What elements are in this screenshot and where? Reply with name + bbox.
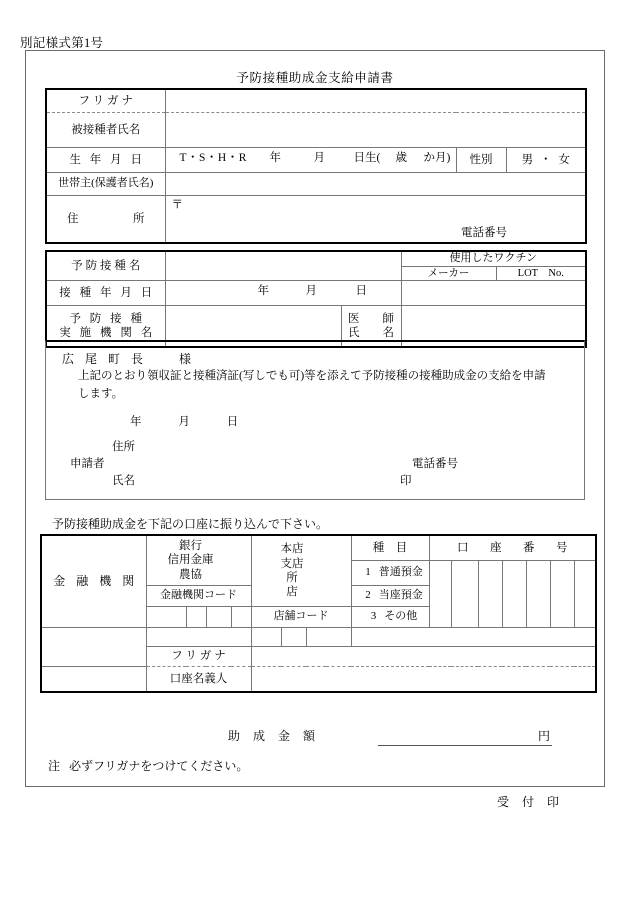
- postal-mark-icon: 〒: [171, 199, 183, 211]
- furigana-label: フリガナ: [46, 89, 165, 113]
- statement-month-label: 月: [178, 416, 190, 428]
- bank-code-digit-4[interactable]: [231, 607, 251, 628]
- dob-era-options[interactable]: T・S・H・R: [179, 152, 247, 164]
- applicant-seal-label: 印: [400, 475, 412, 487]
- branch-code-label: 店舗コード: [251, 607, 351, 628]
- bank-type-2: 信用金庫: [167, 554, 214, 567]
- note-text: 必ずフリガナをつけてください。: [69, 759, 249, 773]
- deposit-option-2[interactable]: [351, 586, 429, 607]
- furigana-input[interactable]: [165, 89, 586, 113]
- statement-day-label: 日: [226, 416, 239, 428]
- table-row-name: [46, 113, 586, 148]
- account-holder-label: 口座名義人: [146, 667, 251, 693]
- branch-code-digit-2[interactable]: [281, 628, 306, 647]
- name-label: 被接種者氏名: [46, 113, 165, 148]
- table-row-vaccine-name-header: [46, 251, 586, 266]
- institution-label-line2: 実 施 機 関 名: [59, 326, 156, 339]
- name-input[interactable]: [165, 113, 586, 148]
- bank-code-digit-2[interactable]: [186, 607, 206, 628]
- applicant-tel-label: 電話番号: [412, 458, 458, 470]
- branch-type-2: 支店: [280, 557, 304, 570]
- gender-label: 性別: [456, 148, 506, 173]
- deposit-2-number: 2: [365, 589, 371, 602]
- vaccine-name-input[interactable]: [165, 251, 401, 280]
- note-line: [48, 757, 248, 774]
- vaccination-date-input[interactable]: [165, 280, 401, 305]
- doctor-label-line2: 氏 名: [348, 326, 394, 339]
- account-digit-5[interactable]: [526, 561, 550, 628]
- account-holder-input[interactable]: [251, 667, 596, 693]
- account-digit-7[interactable]: [574, 561, 596, 628]
- deposit-1-label: 普通預金: [378, 566, 423, 579]
- branch-type-4: 店: [286, 586, 298, 599]
- deposit-kind-header: 種 目: [351, 535, 429, 561]
- applicant-table: [45, 88, 587, 244]
- form-code-label: 別記様式第1号: [20, 36, 104, 50]
- table-row-account-holder: [41, 667, 596, 693]
- amount-input[interactable]: [378, 745, 552, 746]
- bank-code-digit-3[interactable]: [206, 607, 231, 628]
- deposit-3-label: その他: [384, 610, 418, 623]
- vaccination-day-label: 日: [355, 284, 367, 297]
- institution-label-line1: 予 防 接 種: [69, 312, 146, 325]
- table-row-dob: [46, 148, 586, 173]
- account-digit-2[interactable]: [451, 561, 478, 628]
- bank-code-label: 金融機関コード: [146, 586, 251, 607]
- branch-type-options[interactable]: [251, 535, 351, 607]
- branch-type-1: 本店: [280, 543, 304, 556]
- deposit-3-number: 3: [370, 610, 377, 623]
- vaccination-date-label: 接 種 年 月 日: [46, 280, 165, 305]
- table-row-bank-header: [41, 535, 596, 561]
- dob-day-label: 日生(: [353, 152, 381, 164]
- bank-type-options[interactable]: [146, 535, 251, 586]
- household-label: 世帯主(保護者氏名): [46, 173, 165, 196]
- bank-furigana-input[interactable]: [251, 647, 596, 667]
- telephone-label: 電話番号: [461, 226, 507, 239]
- account-digit-3[interactable]: [478, 561, 502, 628]
- account-digit-4[interactable]: [502, 561, 526, 628]
- dob-label: 生 年 月 日: [46, 148, 165, 173]
- page-title: 予防接種助成金支給申請書: [236, 71, 394, 85]
- vaccination-year-label: 年: [257, 284, 269, 297]
- bank-type-3: 農協: [179, 568, 202, 581]
- table-row-vaccination-date: [46, 280, 586, 305]
- amount-label: 助 成 金 額: [228, 729, 321, 743]
- lot-label: LOT No.: [496, 266, 586, 280]
- table-row-address: [46, 196, 586, 244]
- amount-yen-unit: 円: [538, 729, 551, 743]
- address-label: 住 所: [46, 196, 165, 244]
- household-input[interactable]: [165, 173, 586, 196]
- table-row-branch-code-digits: [41, 628, 596, 647]
- receipt-seal-label: 受 付 印: [497, 795, 565, 809]
- financial-institution-label: 金 融 機 関: [41, 535, 146, 628]
- deposit-2-label: 当座預金: [378, 589, 423, 602]
- deposit-option-3[interactable]: [351, 607, 429, 628]
- applicant-name-label: 氏名: [112, 475, 135, 487]
- account-digit-1[interactable]: [429, 561, 451, 628]
- statement-body: 上記のとおり領収証と接種済証(写しでも可)等を添えて予防接種の接種助成金の支給を申請します。: [78, 370, 546, 400]
- statement-year-label: 年: [130, 416, 142, 428]
- dob-year-label: 年: [269, 152, 281, 164]
- dob-month-label: 月: [313, 152, 325, 164]
- deposit-1-number: 1: [365, 566, 371, 579]
- applicant-block-label: 申請者: [70, 458, 105, 470]
- maker-label: メーカー: [401, 266, 496, 280]
- note-mark: 注: [48, 759, 61, 773]
- vaccine-table: [45, 250, 587, 348]
- table-row-furigana: [46, 89, 586, 113]
- table-row-household: [46, 173, 586, 196]
- bank-type-1: 銀行: [179, 539, 202, 552]
- doctor-label-line1: 医 師: [348, 312, 394, 325]
- used-vaccine-header: 使用したワクチン: [401, 251, 586, 266]
- account-number-header: 口 座 番 号: [429, 535, 596, 561]
- dob-age-label: 歳: [395, 152, 407, 164]
- branch-code-digit-1[interactable]: [251, 628, 281, 647]
- address-input[interactable]: [165, 196, 586, 244]
- statement-addressee: 広 尾 町 長 様: [62, 352, 196, 366]
- bank-code-digit-1[interactable]: [146, 607, 186, 628]
- branch-type-3: 所: [286, 572, 298, 584]
- statement-date-row[interactable]: [130, 413, 272, 429]
- bank-furigana-label: フリガナ: [146, 647, 251, 667]
- account-digit-6[interactable]: [550, 561, 574, 628]
- vaccination-month-label: 月: [305, 284, 317, 297]
- branch-code-digit-3[interactable]: [306, 628, 351, 647]
- bank-table: [40, 534, 597, 693]
- gender-options[interactable]: 男 ・ 女: [506, 148, 586, 173]
- dob-input[interactable]: [165, 148, 456, 173]
- vaccine-name-label: 予 防 接 種 名: [46, 251, 165, 280]
- vaccine-maker-lot-input[interactable]: [401, 280, 586, 305]
- bank-instruction: 予防接種助成金を下記の口座に振り込んで下さい。: [52, 517, 329, 531]
- applicant-address-label: 住所: [112, 441, 135, 453]
- deposit-option-1[interactable]: [351, 561, 429, 586]
- dob-months-label: か月): [423, 152, 451, 164]
